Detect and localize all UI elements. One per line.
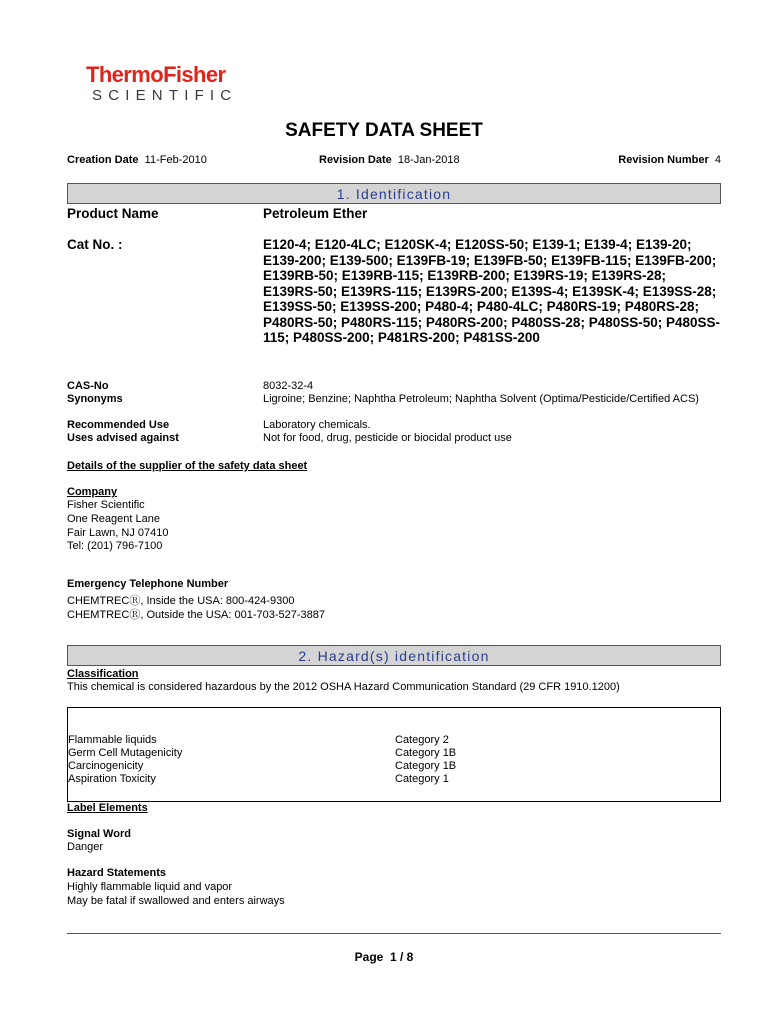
section-1-heading: 1. Identification — [67, 183, 721, 204]
creation-date — [67, 154, 207, 166]
synonyms-value: Ligroine; Benzine; Naphtha Petroleum; Naphtha Solvent (Optima/Pesticide/Certified ACS) — [263, 393, 699, 405]
hazard-category: Category 1B — [395, 760, 457, 772]
hazard-category: Category 2 — [395, 734, 449, 746]
emergency-label: Emergency Telephone Number — [67, 578, 229, 590]
signal-word-label: Signal Word — [67, 828, 131, 840]
hazard-name: Aspiration Toxicity — [68, 773, 156, 785]
page-value: 1 / 8 — [390, 950, 414, 964]
product-name-value: Petroleum Ether — [263, 206, 368, 221]
hazard-name: Flammable liquids — [68, 734, 157, 746]
revision-number-value: 4 — [714, 154, 721, 166]
label-elements-heading: Label Elements — [67, 802, 148, 814]
cas-value: 8032-32-4 — [263, 380, 314, 392]
page-title: SAFETY DATA SHEET — [285, 120, 483, 141]
hazard-name: Carcinogenicity — [68, 760, 144, 772]
hazard-name: Germ Cell Mutagenicity — [68, 747, 183, 759]
uses-advised-against-value: Not for food, drug, pesticide or biocidal product use — [263, 432, 512, 444]
classification-text: This chemical is considered hazardous by the 2012 OSHA Hazard Communication Standard (29 CFR 1910.1200) — [67, 681, 620, 693]
hazard-statement: May be fatal if swallowed and enters airways — [67, 895, 285, 907]
cat-no-value: E120-4; E120-4LC; E120SK-4; E120SS-50; E139-1; E139-4; E139-20; E139-200; E139-500; E139FB-19; E139FB-50; E139FB-115; E139FB-200; E139RB-50; E139RB-115; E139RB-200; E139RS-19; E139RS-28; E139RS-50; E139RS-115; E139RS-200; E139S-4; E139SK-4; E139SS-28; E139SS-50; E139SS-200; P480-4; P480-4LC; P480RS-19; P480RS-28; P480RS-50; P480RS-115; P480RS-200; P480SS-28; P480SS-50; P480SS-115; P480SS-200; P481RS-200; P481SS-200 — [263, 237, 721, 345]
section-2-heading: 2. Hazard(s) identification — [67, 645, 721, 666]
company-line: One Reagent Lane — [67, 513, 160, 525]
footer-divider — [67, 933, 721, 934]
classification-label: Classification — [67, 668, 139, 680]
revision-date — [319, 154, 460, 166]
company-line: Fair Lawn, NJ 07410 — [67, 527, 169, 539]
revision-number — [618, 154, 721, 166]
signal-word-value: Danger — [67, 841, 104, 853]
creation-date-value: 11-Feb-2010 — [144, 154, 207, 166]
recommended-use-label: Recommended Use — [67, 419, 170, 431]
emergency-line: CHEMTRECⓇ, Outside the USA: 001-703-527-3887 — [67, 609, 326, 621]
company-line: Fisher Scientific — [67, 499, 145, 511]
uses-advised-against-label: Uses advised against — [67, 432, 179, 444]
page-number — [0, 950, 768, 964]
hazard-statements-label: Hazard Statements — [67, 867, 167, 879]
product-name-label: Product Name — [67, 206, 159, 221]
revision-date-value: 18-Jan-2018 — [397, 154, 460, 166]
hazard-category: Category 1 — [395, 773, 449, 785]
logo-wordmark: ThermoFisher — [86, 62, 226, 87]
hazard-statement: Highly flammable liquid and vapor — [67, 881, 233, 893]
cas-label: CAS-No — [67, 380, 109, 392]
creation-date-label: Creation Date — [67, 154, 139, 166]
logo-subtitle: SCIENTIFIC — [92, 87, 238, 104]
company-label: Company — [67, 486, 118, 498]
supplier-heading: Details of the supplier of the safety data sheet — [67, 460, 308, 472]
revision-number-label: Revision Number — [618, 154, 709, 166]
revision-date-label: Revision Date — [319, 154, 392, 166]
hazard-category: Category 1B — [395, 747, 457, 759]
company-line: Tel: (201) 796-7100 — [67, 540, 163, 552]
recommended-use-value: Laboratory chemicals. — [263, 419, 371, 431]
page-label: Page — [354, 950, 384, 964]
cat-no-label: Cat No. : — [67, 237, 123, 252]
synonyms-label: Synonyms — [67, 393, 123, 405]
emergency-line: CHEMTRECⓇ, Inside the USA: 800-424-9300 — [67, 595, 295, 607]
